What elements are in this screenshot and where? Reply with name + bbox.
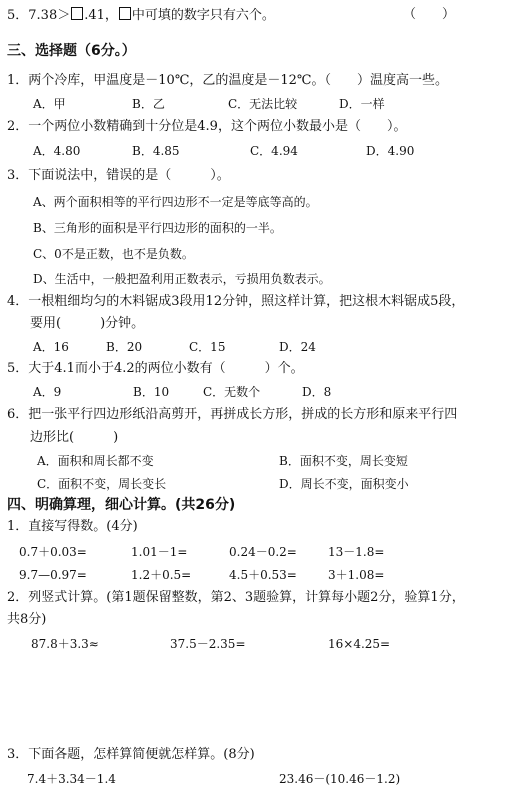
mc-q6-option-a: A．面积和周长都不变 bbox=[37, 454, 154, 468]
calc-part-1-title: 1．直接写得数。(4分) bbox=[7, 519, 138, 534]
calc-item: 1.2＋0.5= bbox=[131, 568, 192, 582]
section-3-title: 三、选择题（6分。） bbox=[7, 43, 136, 59]
mc-q4-option-a: A．16 bbox=[33, 340, 69, 354]
calc-item: 0.7＋0.03= bbox=[19, 545, 87, 559]
mc-q4-option-b: B．20 bbox=[106, 340, 143, 354]
calc-part-2-title-line2: 共8分) bbox=[7, 612, 47, 627]
tf-question-5-paren: （ ） bbox=[403, 7, 456, 22]
mc-question-6-stem-line1: 6．把一张平行四边形纸沿高剪开，再拼成长方形，拼成的长方形和原来平行四 bbox=[7, 407, 458, 422]
calc-part-3-title: 3．下面各题，怎样算简便就怎样算。(8分) bbox=[7, 747, 255, 762]
mc-q1-option-c: C．无法比较 bbox=[228, 97, 298, 111]
mc-q1-option-d: D．一样 bbox=[339, 97, 385, 111]
calc-item: 13－1.8= bbox=[328, 545, 385, 559]
tf-question-5-post: .41， bbox=[84, 8, 118, 23]
calc-item: 4.5＋0.53= bbox=[229, 568, 297, 582]
mc-q2-option-b: B．4.85 bbox=[132, 144, 180, 158]
mc-question-6-stem-line2: 边形比( ) bbox=[30, 430, 119, 445]
mc-q5-option-b: B．10 bbox=[133, 385, 170, 399]
mc-q1-option-a: A．甲 bbox=[33, 97, 66, 111]
mc-q5-option-a: A．9 bbox=[33, 385, 62, 399]
mc-q3-option-a: A、两个面积相等的平行四边形不一定是等底等高的。 bbox=[33, 195, 318, 209]
mc-q3-option-c: C、0不是正数，也不是负数。 bbox=[33, 247, 194, 261]
calc-item: 9.7—0.97= bbox=[19, 568, 87, 582]
mc-q6-option-d: D．周长不变，面积变小 bbox=[279, 477, 409, 491]
calc-item: 1.01－1= bbox=[131, 545, 188, 559]
mc-q5-option-d: D．8 bbox=[302, 385, 332, 399]
tf-question-5 bbox=[7, 7, 275, 24]
mc-q3-option-d: D、生活中，一般把盈利用正数表示，亏损用负数表示。 bbox=[33, 272, 331, 286]
simplify-calc-item: 7.4＋3.34－1.4 bbox=[27, 772, 116, 786]
calc-part-2-title-line1: 2．列竖式计算。(第1题保留整数，第2、3题验算，计算每小题2分，验算1分， bbox=[7, 590, 465, 605]
tf-question-5-pre: 5．7.38＞ bbox=[7, 8, 71, 23]
vertical-calc-item: 87.8＋3.3≈ bbox=[31, 637, 99, 651]
mc-q2-option-d: D．4.90 bbox=[366, 144, 415, 158]
mc-q2-option-c: C．4.94 bbox=[250, 144, 298, 158]
calc-item: 0.24－0.2= bbox=[229, 545, 297, 559]
tf-question-5-post2: 中可填的数字只有六个。 bbox=[131, 8, 275, 23]
answer-box bbox=[119, 7, 131, 20]
mc-question-5-stem: 5．大于4.1而小于4.2的两位小数有（ ）个。 bbox=[7, 361, 304, 376]
answer-box bbox=[71, 7, 83, 20]
mc-q1-option-b: B．乙 bbox=[132, 97, 165, 111]
mc-q5-option-c: C．无数个 bbox=[203, 385, 261, 399]
mc-question-4-stem-line2: 要用( )分钟。 bbox=[30, 316, 145, 331]
mc-q4-option-d: D．24 bbox=[279, 340, 316, 354]
vertical-calc-item: 37.5－2.35= bbox=[170, 637, 246, 651]
mc-question-3-stem: 3．下面说法中，错误的是（ ）。 bbox=[7, 168, 230, 183]
vertical-calc-item: 16×4.25= bbox=[328, 637, 391, 651]
simplify-calc-item: 23.46－(10.46－1.2) bbox=[279, 772, 401, 786]
calc-item: 3＋1.08= bbox=[328, 568, 385, 582]
mc-q2-option-a: A．4.80 bbox=[33, 144, 81, 158]
mc-q4-option-c: C．15 bbox=[189, 340, 226, 354]
mc-q3-option-b: B、三角形的面积是平行四边形的面积的一半。 bbox=[33, 221, 282, 235]
mc-question-1-stem: 1．两个冷库，甲温度是－10℃，乙的温度是－12℃。（ ）温度高一些。 bbox=[7, 73, 448, 88]
mc-q6-option-c: C．面积不变，周长变长 bbox=[37, 477, 167, 491]
section-4-title: 四、明确算理，细心计算。(共26分) bbox=[7, 497, 236, 513]
mc-question-4-stem-line1: 4．一根粗细均匀的木料锯成3段用12分钟，照这样计算，把这根木料锯成5段， bbox=[7, 294, 465, 309]
mc-question-2-stem: 2．一个两位小数精确到十分位是4.9，这个两位小数最小是（ ）。 bbox=[7, 119, 407, 134]
mc-q6-option-b: B．面积不变，周长变短 bbox=[279, 454, 408, 468]
